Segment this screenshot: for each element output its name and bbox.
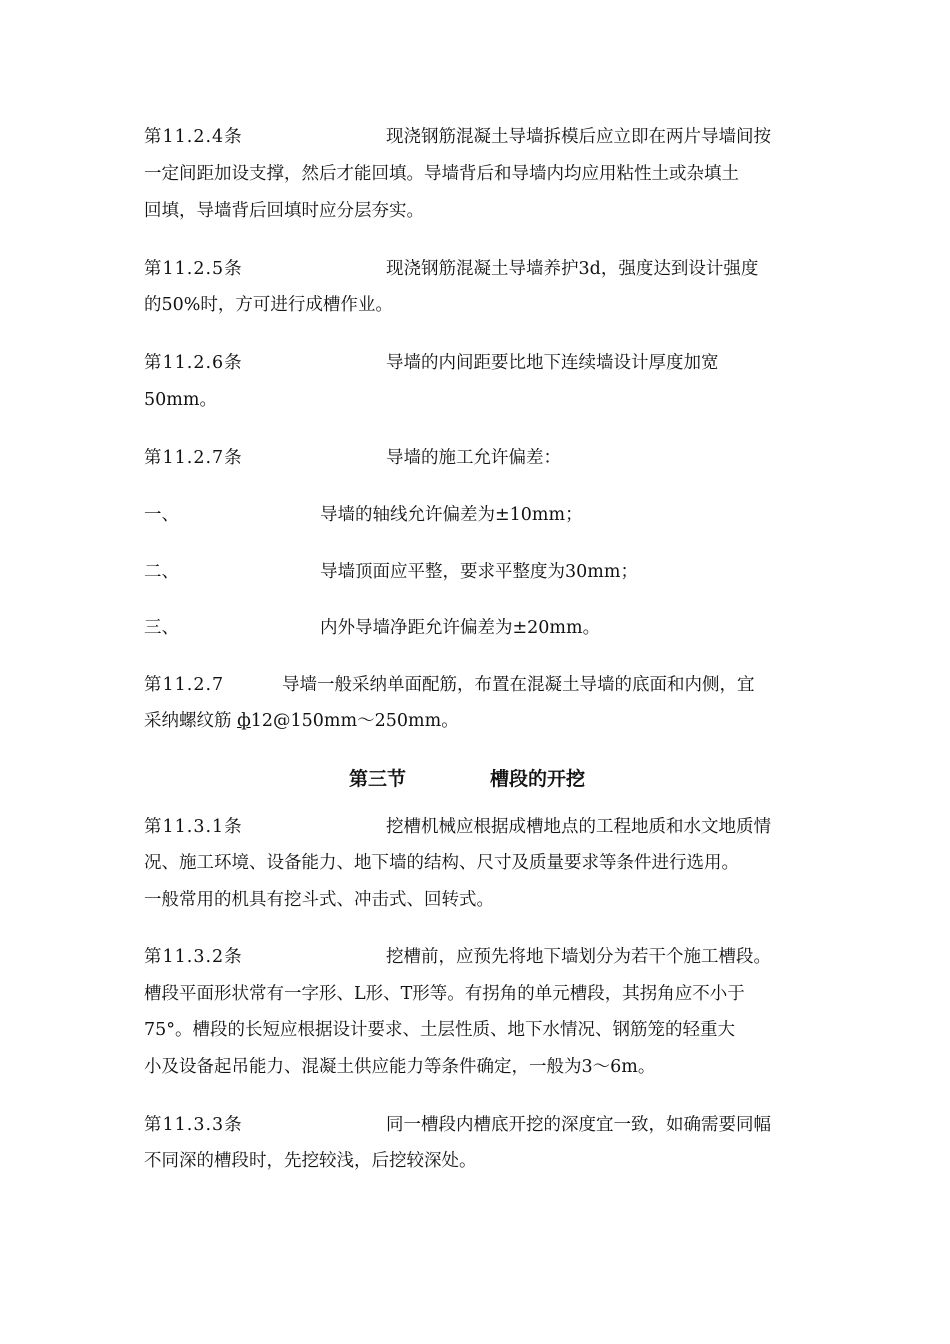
- clause-text: 的50%时，方可进行成槽作业。: [144, 295, 393, 315]
- tolerance-item: [0, 500, 950, 530]
- clause-11-3-1-line-3: [0, 885, 950, 915]
- clause-11-3-3-line-1: [0, 1110, 950, 1140]
- clause-11-3-1-line-1: [0, 812, 950, 842]
- clause-text: 一定间距加设支撑，然后才能回填。导墙背后和导墙内均应用粘性土或杂填土: [144, 164, 739, 184]
- phi-symbol: ф: [237, 711, 251, 731]
- clause-text: 导墙的内间距要比地下连续墙设计厚度加宽: [386, 353, 719, 373]
- clause-text: 一般常用的机具有挖斗式、冲击式、回转式。: [144, 890, 494, 910]
- tolerance-text: 内外导墙净距允许偏差为±20mm。: [320, 618, 601, 638]
- clause-rebar-line-1: [0, 670, 950, 700]
- section-title: 槽段的开挖: [490, 768, 586, 790]
- clause-label: 第11.2.7条: [144, 448, 243, 468]
- clause-text: 50mm。: [144, 390, 217, 410]
- clause-rebar-line-2: [0, 706, 950, 736]
- clause-label: 第11.2.5条: [144, 259, 243, 279]
- clause-label: 第11.2.6条: [144, 353, 243, 373]
- clause-text-rebar: [144, 706, 459, 736]
- clause-11-3-2-line-2: [0, 979, 950, 1009]
- clause-text: 75°。槽段的长短应根据设计要求、土层性质、地下水情况、钢筋笼的轻重大: [144, 1020, 736, 1040]
- section-number: 第三节: [349, 768, 407, 790]
- clause-text: 挖槽机械应根据成槽地点的工程地质和水文地质情: [386, 817, 771, 837]
- section-heading: [0, 762, 950, 796]
- clause-label: 第11.2.7: [144, 675, 225, 695]
- clause-11-3-2-line-3: [0, 1015, 950, 1045]
- clause-11-2-4-line-2: [0, 159, 950, 189]
- tolerance-number: 三、: [144, 618, 179, 638]
- clause-label: 第11.3.1条: [144, 817, 243, 837]
- clause-11-3-2-line-4: [0, 1052, 950, 1082]
- clause-11-3-1-line-2: [0, 848, 950, 878]
- tolerance-text: 导墙的轴线允许偏差为±10mm；: [320, 505, 583, 525]
- clause-11-2-6-line-2: [0, 385, 950, 415]
- clause-text: 槽段平面形状常有一字形、L形、T形等。有拐角的单元槽段，其拐角应不小于: [144, 984, 745, 1004]
- clause-11-2-5-line-1: [0, 254, 950, 284]
- tolerance-number: 一、: [144, 505, 179, 525]
- clause-text: 现浇钢筋混凝土导墙拆模后应立即在两片导墙间按: [386, 127, 771, 147]
- tolerance-item: [0, 613, 950, 643]
- tolerance-item: [0, 557, 950, 587]
- clause-label: 第11.3.2条: [144, 947, 243, 967]
- clause-11-3-2-line-1: [0, 942, 950, 972]
- clause-text: 挖槽前，应预先将地下墙划分为若干个施工槽段。: [386, 947, 771, 967]
- tolerance-number: 二、: [144, 562, 179, 582]
- clause-text: 同一槽段内槽底开挖的深度宜一致，如确需要同幅: [386, 1115, 771, 1135]
- clause-11-3-3-line-2: [0, 1146, 950, 1176]
- clause-text: 况、施工环境、设备能力、地下墙的结构、尺寸及质量要求等条件进行选用。: [144, 853, 739, 873]
- clause-text: 回填，导墙背后回填时应分层夯实。: [144, 201, 424, 221]
- clause-11-2-7-line-1: [0, 443, 950, 473]
- clause-label: 第11.2.4条: [144, 127, 243, 147]
- clause-11-2-4-line-3: [0, 196, 950, 226]
- clause-text: 不同深的槽段时，先挖较浅，后挖较深处。: [144, 1151, 477, 1171]
- clause-11-2-6-line-1: [0, 348, 950, 378]
- clause-text: 现浇钢筋混凝土导墙养护3d，强度达到设计强度: [386, 259, 759, 279]
- rebar-spec: 12@150mm～250mm。: [250, 711, 459, 731]
- clause-text: 导墙一般采纳单面配筋，布置在混凝土导墙的底面和内侧，宜: [282, 675, 755, 695]
- rebar-prefix: 采纳螺纹筋: [144, 711, 238, 731]
- clause-label: 第11.3.3条: [144, 1115, 243, 1135]
- tolerance-text: 导墙顶面应平整，要求平整度为30mm；: [320, 562, 638, 582]
- clause-11-2-4-line-1: [0, 122, 950, 152]
- clause-11-2-5-line-2: [0, 290, 950, 320]
- clause-text: 导墙的施工允许偏差：: [386, 448, 561, 468]
- clause-text: 小及设备起吊能力、混凝土供应能力等条件确定，一般为3～6m。: [144, 1057, 656, 1077]
